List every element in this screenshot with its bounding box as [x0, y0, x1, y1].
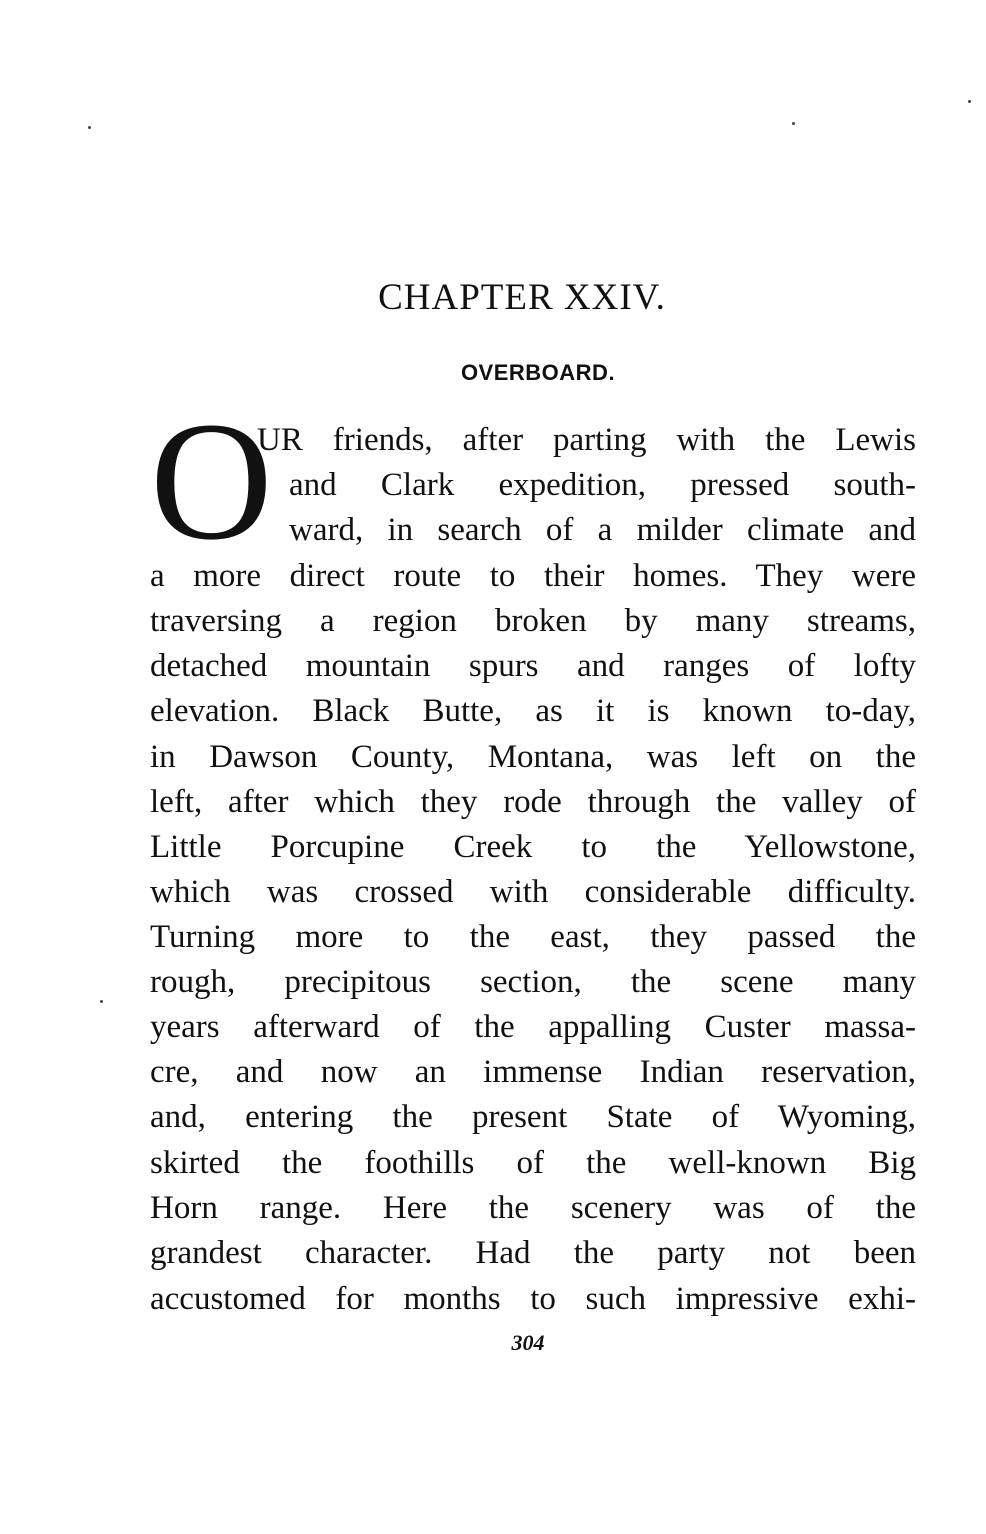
text-line: a more direct route to their homes. They were — [150, 558, 916, 594]
scan-speck — [100, 1000, 103, 1003]
text-line: Little Porcupine Creek to the Yellowstone, — [150, 829, 916, 865]
text-line: skirted the foothills of the well-known Big — [150, 1145, 916, 1181]
text-line: cre, and now an immense Indian reservation, — [150, 1054, 916, 1090]
text-line: grandest character. Had the party not been — [150, 1235, 916, 1271]
text-line: rough, precipitous section, the scene many — [150, 964, 916, 1000]
text-line: ward, in search of a milder climate and — [289, 512, 916, 548]
text-line: detached mountain spurs and ranges of lofty — [150, 648, 916, 684]
text-line: years afterward of the appalling Custer massa- — [150, 1009, 916, 1045]
text-line: accustomed for months to such impressive exhi- — [150, 1281, 916, 1317]
text-line: traversing a region broken by many streams, — [150, 603, 916, 639]
chapter-title: CHAPTER XXIV. — [378, 277, 666, 318]
text-line: in Dawson County, Montana, was left on the — [150, 739, 916, 775]
text-line: and, entering the present State of Wyoming, — [150, 1099, 916, 1135]
scan-speck — [968, 100, 971, 103]
text-line: left, after which they rode through the valley of — [150, 784, 916, 820]
text-line: Turning more to the east, they passed the — [150, 919, 916, 955]
text-line: which was crossed with considerable difficulty. — [150, 874, 916, 910]
text-line: elevation. Black Butte, as it is known to-day, — [150, 693, 916, 729]
drop-cap: O — [150, 387, 273, 575]
text-line: Horn range. Here the scenery was of the — [150, 1190, 916, 1226]
page-number: 304 — [511, 1330, 545, 1355]
scan-speck — [88, 126, 91, 129]
chapter-subtitle: OVERBOARD. — [460, 360, 616, 385]
scan-speck — [792, 122, 795, 125]
text-line: and Clark expedition, pressed south- — [289, 467, 916, 503]
text-line: UR friends, after parting with the Lewis — [257, 422, 916, 458]
